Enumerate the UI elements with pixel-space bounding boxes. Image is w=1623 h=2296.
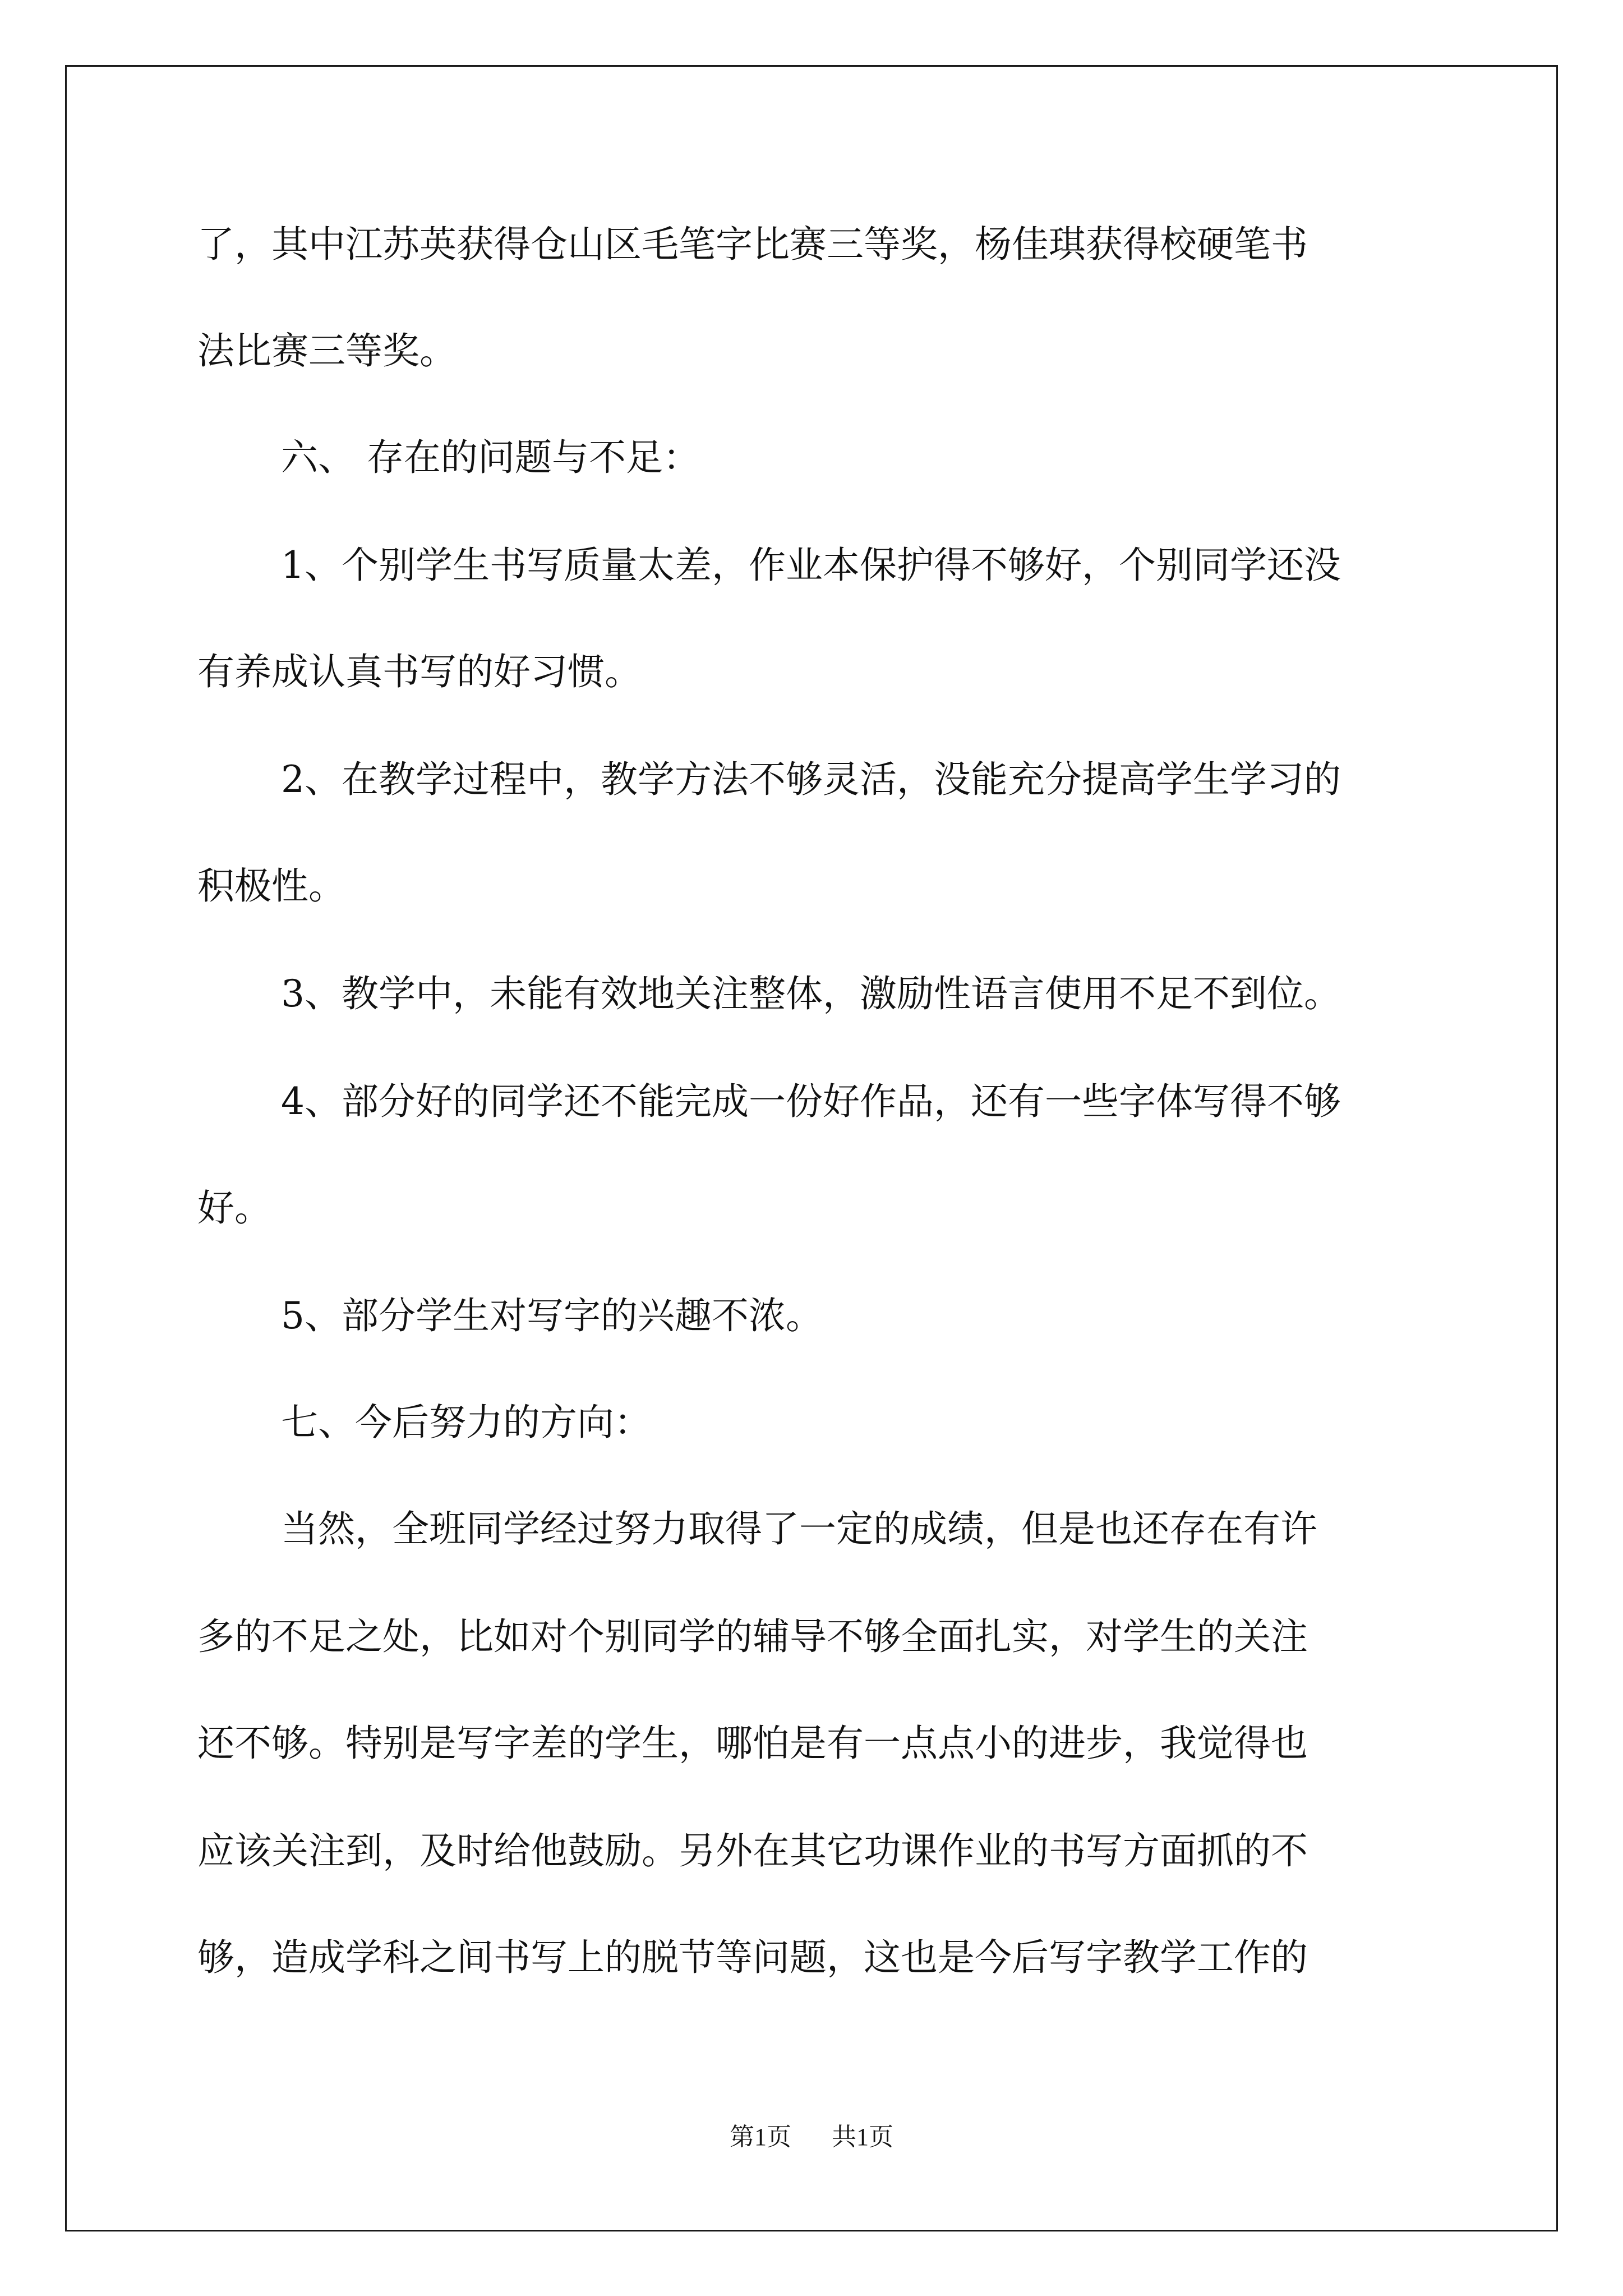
page-footer xyxy=(0,2120,1623,2154)
text-line: 5、部分学生对写字的兴趣不浓。 xyxy=(281,1294,823,1337)
text-line: 4、部分好的同学还不能完成一份好作品，还有一些字体写得不够 xyxy=(281,1080,1341,1123)
section-heading: 六、 存在的问题与不足： xyxy=(281,436,700,479)
text-line: 够，造成学科之间书写上的脱节等问题，这也是今后写字教学工作的 xyxy=(197,1936,1308,1979)
text-line: 2、在教学过程中，教学方法不够灵活，没能充分提高学生学习的 xyxy=(281,758,1341,801)
section-heading: 七、今后努力的方向： xyxy=(281,1401,651,1444)
text-line: 还不够。特别是写字差的学生，哪怕是有一点点小的进步，我觉得也 xyxy=(197,1722,1308,1765)
text-line: 多的不足之处，比如对个别同学的辅导不够全面扎实，对学生的关注 xyxy=(197,1615,1308,1658)
text-line: 法比赛三等奖。 xyxy=(197,329,457,372)
text-line: 1、个别学生书写质量太差，作业本保护得不够好，个别同学还没 xyxy=(281,544,1341,587)
text-line: 积极性。 xyxy=(197,864,345,908)
text-line: 好。 xyxy=(197,1186,271,1230)
page-number-total: 共1页 xyxy=(832,2123,893,2151)
text-line: 应该关注到，及时给他鼓励。另外在其它功课作业的书写方面抓的不 xyxy=(197,1829,1308,1872)
text-line: 3、教学中，未能有效地关注整体，激励性语言使用不足不到位。 xyxy=(281,972,1341,1015)
text-line: 有养成认真书写的好习惯。 xyxy=(197,650,642,693)
text-line: 了，其中江苏英获得仓山区毛笔字比赛三等奖，杨佳琪获得校硬笔书 xyxy=(197,223,1308,266)
page-number-current: 第1页 xyxy=(730,2123,791,2151)
text-line: 当然，全班同学经过努力取得了一定的成绩，但是也还存在有许 xyxy=(281,1507,1317,1550)
page-border xyxy=(65,65,1558,2231)
